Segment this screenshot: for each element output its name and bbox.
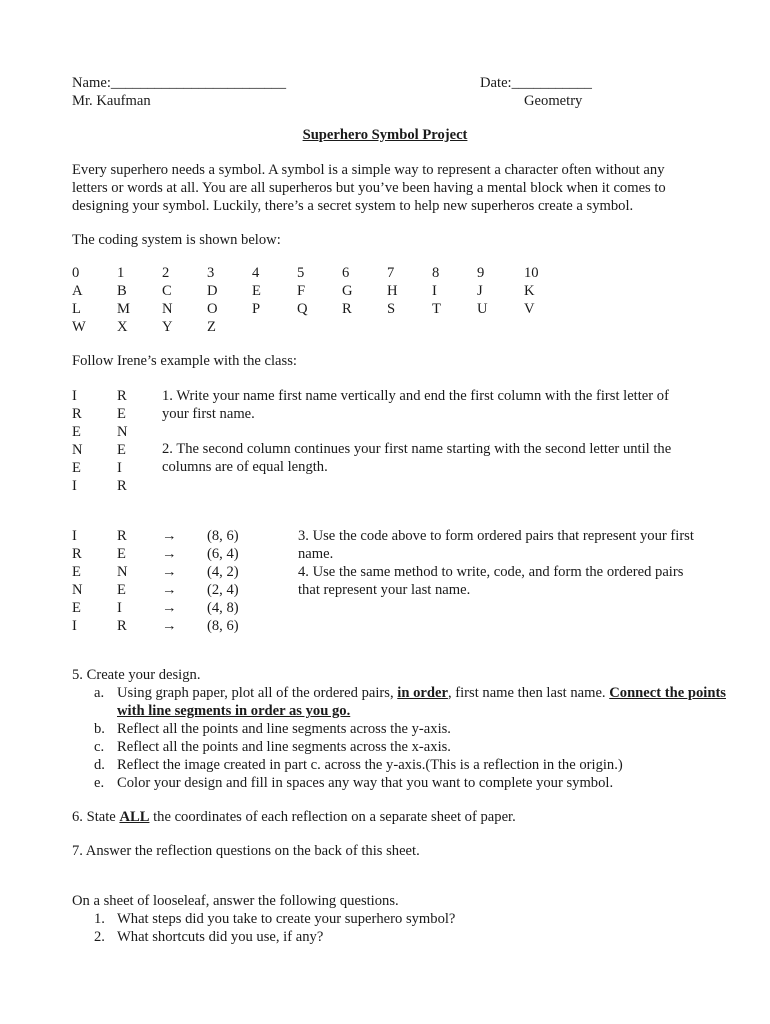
step-5e: e. Color your design and fill in spaces any way that you want to complete your symbol. xyxy=(94,775,614,791)
step-7-instruction: 7. Answer the reflection questions on the back of this sheet. xyxy=(72,843,420,859)
example-name-column-1: I R E N E I xyxy=(72,388,83,494)
question-1: 1. What steps did you take to create your superhero symbol? xyxy=(94,911,456,927)
coding-column: 10 K V xyxy=(524,265,539,317)
coding-column: 7 H S xyxy=(387,265,398,317)
coding-column: 5 F Q xyxy=(297,265,308,317)
right-arrow-icon: → xyxy=(162,528,177,544)
date-field-label: Date:___________ xyxy=(480,75,592,91)
coding-column: 4 E P xyxy=(252,265,261,317)
intro-paragraph: Every superhero needs a symbol. A symbol is a simple way to represent a character often without any letters or words at all. You are all superheros but you’ve been having a mental block when it comes to designing your symbol. Luckily, there’s a secret system to help new superheros create a symbol. xyxy=(72,162,666,214)
subject-name: Geometry xyxy=(524,93,583,109)
example-name-column-2: R E N E I R xyxy=(117,388,128,494)
looseleaf-intro: On a sheet of looseleaf, answer the following questions. xyxy=(72,893,399,909)
coding-column: 2 C N Y xyxy=(162,265,173,335)
right-arrow-icon: → xyxy=(162,546,177,562)
looseleaf-section xyxy=(72,892,732,946)
step-1-instruction: 1. Write your name first name vertically and end the first column with the first letter of your first name. xyxy=(162,388,669,422)
right-arrow-icon: → xyxy=(162,600,177,616)
step-2-instruction: 2. The second column continues your first name starting with the second letter until the columns are of equal length. xyxy=(162,441,672,475)
coding-column: 3 D O Z xyxy=(207,265,218,335)
teacher-name: Mr. Kaufman xyxy=(72,93,151,109)
question-2: 2. What shortcuts did you use, if any? xyxy=(94,929,324,945)
step-5b: b. Reflect all the points and line segments across the y-axis. xyxy=(94,721,451,737)
right-arrow-icon: → xyxy=(162,582,177,598)
step-4-instruction: 4. Use the same method to write, code, and form the ordered pairs that represent your last name. xyxy=(298,564,684,598)
step-3-instruction: 3. Use the code above to form ordered pairs that represent your first name. xyxy=(298,528,694,562)
coding-column: 8 I T xyxy=(432,265,441,317)
step-5d: d. Reflect the image created in part c. across the y-axis.(This is a reflection in the origin.) xyxy=(94,757,623,773)
page-title: Superhero Symbol Project xyxy=(302,127,468,143)
coding-column: 1 B M X xyxy=(117,265,130,335)
coding-intro: The coding system is shown below: xyxy=(72,232,281,248)
coding-column: 6 G R xyxy=(342,265,353,317)
step-5a: a. Using graph paper, plot all of the ordered pairs, in order, first name then last name. Connect the points with line segments in order as you go. xyxy=(94,685,726,719)
coding-column: 9 J U xyxy=(477,265,488,317)
right-arrow-icon: → xyxy=(162,564,177,580)
step-5-section xyxy=(72,666,732,792)
name-field-label: Name:________________________ xyxy=(72,75,287,91)
step-6-instruction: 6. State ALL the coordinates of each reflection on a separate sheet of paper. xyxy=(72,809,516,825)
pairs-arrow-column xyxy=(162,527,177,635)
step-5-heading: 5. Create your design. xyxy=(72,667,201,683)
right-arrow-icon: → xyxy=(162,618,177,634)
pairs-name-column-2: R E N E I R xyxy=(117,528,128,634)
example-intro: Follow Irene’s example with the class: xyxy=(72,353,297,369)
pairs-name-column-1: I R E N E I xyxy=(72,528,83,634)
pairs-coordinate-column: (8, 6) (6, 4) (4, 2) (2, 4) (4, 8) (8, 6) xyxy=(207,528,239,634)
coding-column: 0 A L W xyxy=(72,265,86,335)
step-5c: c. Reflect all the points and line segments across the x-axis. xyxy=(94,739,451,755)
